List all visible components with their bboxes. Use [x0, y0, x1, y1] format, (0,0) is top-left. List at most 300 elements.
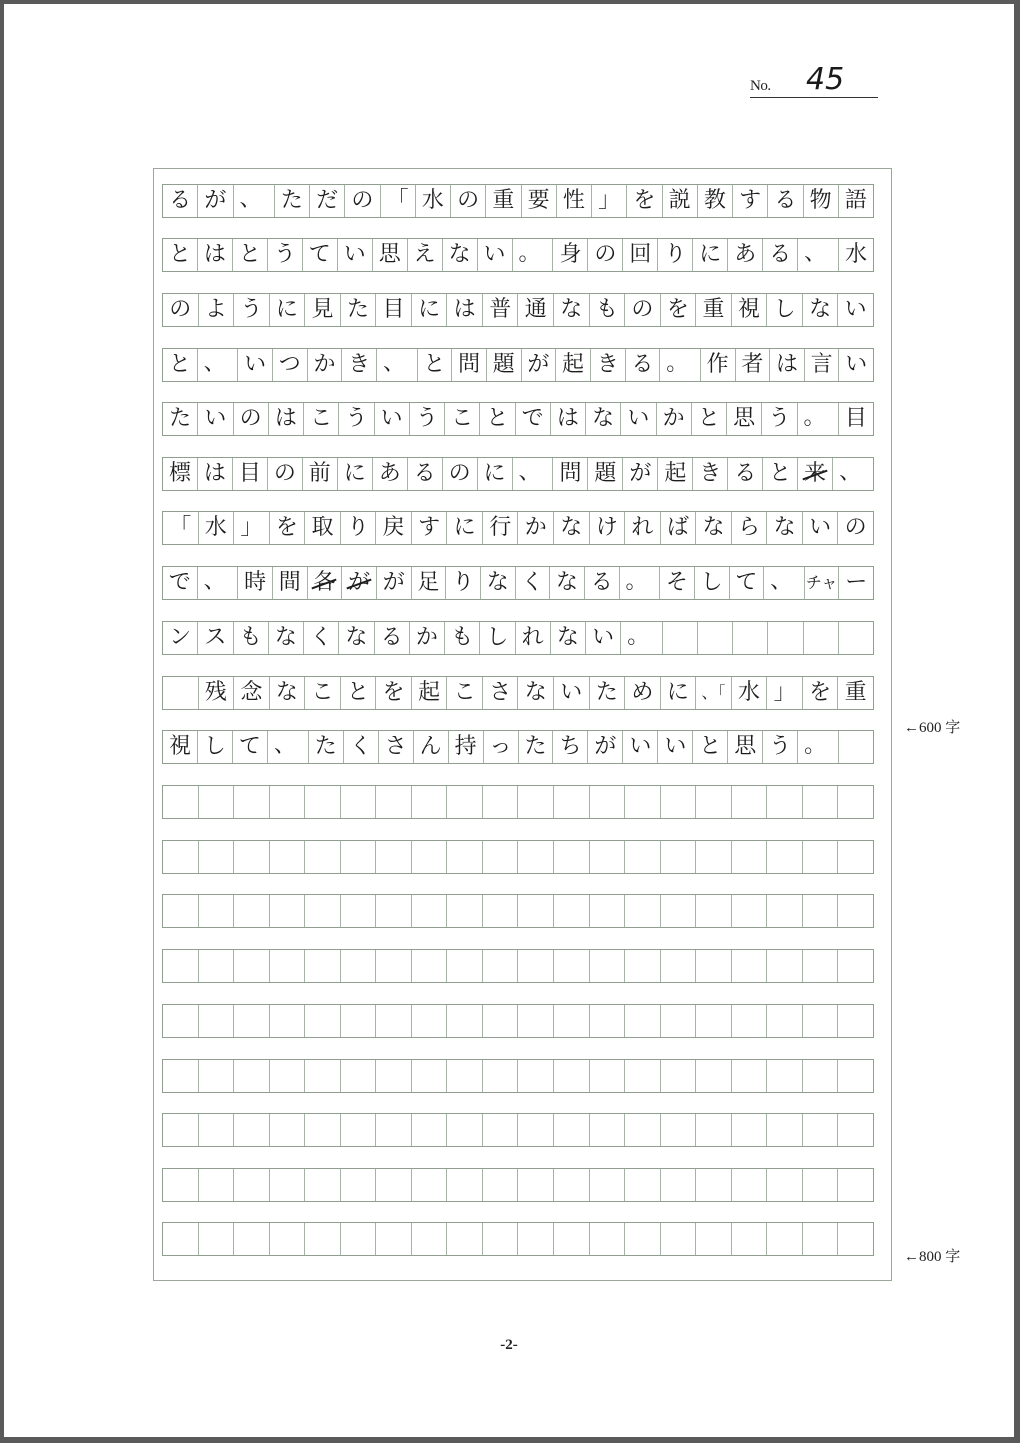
grid-cell [554, 677, 590, 709]
cell-character: は [453, 297, 476, 322]
grid-cell [804, 185, 839, 217]
grid-cell [696, 1223, 732, 1255]
grid-cell [198, 458, 233, 490]
grid-cell [341, 1114, 377, 1146]
cell-character: な [809, 297, 832, 322]
grid-cell [268, 239, 303, 271]
grid-cell [661, 294, 697, 326]
grid-cell [623, 458, 658, 490]
grid-cell [305, 786, 341, 818]
grid-cell [483, 1005, 519, 1037]
grid-cell [199, 512, 235, 544]
cell-character: め [631, 680, 654, 705]
grid-cell [303, 239, 338, 271]
cell-character: 持 [454, 734, 477, 759]
grid-row [162, 949, 874, 983]
cell-character: り [347, 515, 370, 540]
grid-cell [732, 786, 768, 818]
grid-row [162, 1004, 874, 1038]
cell-character: い [380, 406, 403, 431]
grid-cell [376, 841, 412, 873]
grid-cell [163, 622, 198, 654]
grid-cell [518, 786, 554, 818]
cell-character: ン [169, 625, 192, 650]
grid-cell [447, 512, 483, 544]
grid-cell [270, 895, 306, 927]
grid-cell [199, 786, 235, 818]
cell-character: こ [451, 406, 474, 431]
grid-cell [447, 1005, 483, 1037]
cell-character: も [451, 625, 474, 650]
grid-cell [270, 1005, 306, 1037]
grid-cell [445, 403, 480, 435]
cell-character: い [204, 406, 227, 431]
cell-character: う [769, 734, 792, 759]
cell-character: な [556, 625, 579, 650]
grid-cell [270, 1114, 306, 1146]
grid-cell [733, 185, 768, 217]
page-number: -2- [500, 1337, 518, 1353]
cell-character: 起 [664, 461, 687, 486]
grid-row [162, 621, 874, 655]
grid-cell [478, 239, 513, 271]
cell-character: に [343, 461, 366, 486]
grid-cell [198, 731, 233, 763]
cell-character: う [768, 406, 791, 431]
grid-cell [379, 731, 414, 763]
grid-cell [342, 349, 377, 381]
grid-cell [338, 458, 373, 490]
grid-row [162, 785, 874, 819]
cell-character: と [697, 406, 720, 431]
grid-cell [588, 458, 623, 490]
grid-cell [626, 349, 661, 381]
grid-cell [590, 1169, 626, 1201]
cell-character: く [521, 570, 544, 595]
cell-character: い [844, 297, 867, 322]
grid-cell [696, 895, 732, 927]
grid-cell [484, 731, 519, 763]
grid-cell [625, 1114, 661, 1146]
grid-cell [344, 731, 379, 763]
grid-cell [522, 349, 557, 381]
grid-cell [732, 1005, 768, 1037]
grid-cell [732, 1060, 768, 1092]
grid-cell [839, 403, 873, 435]
cell-character: に [453, 515, 476, 540]
cell-character: は [556, 406, 579, 431]
cell-character: る [590, 570, 613, 595]
grid-cell [412, 1005, 448, 1037]
cell-character: こ [311, 680, 334, 705]
grid-row [162, 1059, 874, 1093]
cell-character: 戻 [382, 515, 405, 540]
grid-cell [625, 1223, 661, 1255]
grid-cell [553, 458, 588, 490]
cell-character: 足 [417, 570, 440, 595]
grid-row [162, 1113, 874, 1147]
grid-cell [590, 1005, 626, 1037]
grid-cell [513, 458, 554, 490]
grid-cell [269, 403, 304, 435]
cell-character: な [773, 515, 796, 540]
grid-cell [305, 1005, 341, 1037]
marker-600: ←600 字 [904, 720, 961, 736]
grid-cell [770, 349, 805, 381]
grid-cell [838, 512, 873, 544]
grid-cell [519, 731, 554, 763]
cell-character: は [203, 461, 226, 486]
cell-character: 、 [518, 460, 541, 485]
grid-cell [412, 1223, 448, 1255]
grid-cell [483, 841, 519, 873]
grid-cell [375, 622, 410, 654]
grid-cell [590, 294, 626, 326]
cell-character: し [486, 625, 509, 650]
grid-cell [767, 1060, 803, 1092]
grid-cell [309, 731, 344, 763]
cell-character: ん [419, 734, 442, 759]
cell-character: 視 [738, 297, 761, 322]
grid-cell [412, 950, 448, 982]
cell-character: 身 [559, 242, 582, 267]
grid-cell [376, 786, 412, 818]
grid-cell [660, 349, 701, 381]
grid-row [162, 348, 874, 382]
grid-cell [234, 1223, 270, 1255]
cell-character: 。 [666, 351, 689, 376]
cell-character: な [345, 625, 368, 650]
cell-character: 前 [308, 461, 331, 486]
grid-cell [199, 1114, 235, 1146]
number-value: 45 [806, 62, 845, 97]
grid-cell [696, 1114, 732, 1146]
cell-character: だ [316, 188, 339, 213]
grid-cell [767, 1005, 803, 1037]
grid-cell [341, 786, 377, 818]
grid-cell [163, 239, 198, 271]
grid-cell [839, 185, 873, 217]
grid-cell [233, 458, 268, 490]
grid-cell [375, 403, 410, 435]
cell-character: あ [734, 242, 757, 267]
grid-cell [591, 349, 626, 381]
grid-cell [693, 458, 728, 490]
cell-character: で [521, 406, 544, 431]
grid-cell [730, 567, 765, 599]
grid-cell [732, 1223, 768, 1255]
cell-character: ー [845, 570, 868, 595]
grid-cell [728, 458, 763, 490]
grid-cell [199, 950, 235, 982]
cell-character: の [448, 461, 471, 486]
grid-cell [554, 512, 590, 544]
grid-row [162, 457, 874, 491]
grid-cell [661, 895, 697, 927]
cell-character: 題 [492, 352, 515, 377]
cell-character: 、 [804, 241, 827, 266]
grid-cell [234, 950, 270, 982]
cell-character: い [664, 734, 687, 759]
grid-cell [698, 185, 733, 217]
grid-cell [838, 950, 873, 982]
grid-cell [443, 458, 478, 490]
cell-character: れ [521, 625, 544, 650]
cell-character: 目 [844, 406, 867, 431]
cell-character: い [483, 242, 506, 267]
grid-cell [412, 294, 448, 326]
cell-character: は [775, 352, 798, 377]
grid-cell [767, 294, 803, 326]
grid-cell [767, 841, 803, 873]
cell-character: う [240, 297, 263, 322]
cell-character: 思 [378, 242, 401, 267]
grid-cell [518, 512, 554, 544]
grid-cell [516, 567, 551, 599]
grid-cell [339, 403, 374, 435]
cell-character: 水 [421, 188, 444, 213]
cell-character: の [351, 188, 374, 213]
grid-cell [447, 950, 483, 982]
cell-character: 来 [804, 461, 827, 486]
cell-character: 。 [518, 241, 541, 266]
grid-cell [590, 677, 626, 709]
grid-cell [269, 622, 304, 654]
cell-character: し [203, 734, 226, 759]
grid-cell [661, 1060, 697, 1092]
cell-character: な [556, 570, 579, 595]
number-underline [750, 97, 878, 98]
cell-character: え [413, 242, 436, 267]
grid-cell [412, 1114, 448, 1146]
cell-character: よ [204, 297, 227, 322]
grid-cell [554, 294, 590, 326]
cell-character: 。 [627, 624, 650, 649]
cell-character: い [845, 352, 868, 377]
cell-character: っ [489, 734, 512, 759]
grid-cell [410, 403, 445, 435]
grid-cell [551, 622, 586, 654]
grid-cell [763, 731, 798, 763]
grid-cell [625, 786, 661, 818]
grid-cell [308, 567, 343, 599]
grid-cell [553, 731, 588, 763]
cell-character: な [702, 515, 725, 540]
grid-cell [234, 403, 269, 435]
grid-cell [518, 1060, 554, 1092]
grid-cell [798, 403, 839, 435]
grid-cell [199, 1005, 235, 1037]
grid-cell [838, 1223, 873, 1255]
grid-cell [838, 294, 873, 326]
grid-cell [447, 1060, 483, 1092]
cell-character: と [423, 352, 446, 377]
cell-character: 念 [240, 680, 263, 705]
cell-character: い [627, 406, 650, 431]
grid-cell [163, 512, 199, 544]
grid-cell [623, 239, 658, 271]
grid-row [162, 1222, 874, 1256]
cell-character: た [595, 680, 618, 705]
grid-cell [553, 239, 588, 271]
grid-cell [696, 677, 732, 709]
cell-character: 起 [418, 680, 441, 705]
grid-cell [661, 677, 697, 709]
grid-cell [305, 1060, 341, 1092]
manuscript-sheet [4, 4, 1014, 1437]
cell-character: 重 [844, 680, 867, 705]
cell-character: を [809, 680, 832, 705]
grid-cell [767, 786, 803, 818]
grid-cell [270, 677, 306, 709]
grid-cell [585, 567, 620, 599]
grid-cell [303, 458, 338, 490]
cell-character: 。 [804, 733, 827, 758]
grid-cell [376, 1169, 412, 1201]
grid-cell [234, 294, 270, 326]
grid-cell [625, 841, 661, 873]
cell-character: を [666, 297, 689, 322]
grid-cell [554, 1114, 590, 1146]
grid-cell [839, 567, 873, 599]
grid-cell [341, 512, 377, 544]
grid-cell [483, 677, 519, 709]
cell-character: 問 [559, 461, 582, 486]
grid-cell [233, 731, 268, 763]
grid-cell [273, 349, 308, 381]
cell-character: る [169, 188, 192, 213]
grid-cell [443, 239, 478, 271]
grid-cell [557, 185, 592, 217]
grid-cell [803, 294, 839, 326]
cell-character: 水 [204, 515, 227, 540]
grid-cell [163, 1223, 199, 1255]
grid-cell [518, 1005, 554, 1037]
grid-cell [838, 1114, 873, 1146]
grid-cell [163, 1005, 199, 1037]
grid-row [162, 511, 874, 545]
grid-cell [305, 512, 341, 544]
grid-cell [763, 239, 798, 271]
grid-cell [234, 185, 275, 217]
grid-cell [554, 786, 590, 818]
grid-cell [270, 512, 306, 544]
cell-character: 説 [668, 188, 691, 213]
cell-character: と [238, 242, 261, 267]
cell-character: 水 [845, 242, 868, 267]
cell-character: す [418, 515, 441, 540]
grid-cell [693, 731, 728, 763]
cell-character: つ [278, 352, 301, 377]
grid-cell [305, 1223, 341, 1255]
grid-cell [305, 841, 341, 873]
grid-cell [412, 786, 448, 818]
grid-cell [418, 349, 453, 381]
cell-character: 重 [492, 188, 515, 213]
grid-cell [481, 567, 516, 599]
grid-cell [839, 622, 873, 654]
cell-character: 視 [168, 734, 191, 759]
grid-cell [732, 1169, 768, 1201]
cell-character: に [699, 242, 722, 267]
grid-cell [238, 567, 273, 599]
cell-character: そ [666, 570, 689, 595]
cell-character: に [275, 297, 298, 322]
grid-cell [376, 294, 412, 326]
cell-character: か [415, 625, 438, 650]
grid-cell [412, 841, 448, 873]
cell-character: 物 [809, 188, 832, 213]
grid-cell [733, 622, 768, 654]
grid-cell [551, 403, 586, 435]
grid-cell [447, 1223, 483, 1255]
grid-row [162, 840, 874, 874]
cell-character: い [592, 625, 615, 650]
cell-character: た [169, 406, 192, 431]
grid-cell [447, 677, 483, 709]
cell-character: さ [384, 734, 407, 759]
grid-cell [768, 622, 803, 654]
cell-character: か [524, 515, 547, 540]
grid-cell [696, 1169, 732, 1201]
cell-character: い [244, 352, 267, 377]
grid-cell [412, 512, 448, 544]
grid-cell [483, 1114, 519, 1146]
grid-cell [660, 567, 695, 599]
grid-cell [661, 1169, 697, 1201]
grid-cell [445, 622, 480, 654]
grid-cell [803, 895, 839, 927]
grid-cell [376, 1005, 412, 1037]
grid-cell [693, 239, 728, 271]
grid-cell [586, 403, 621, 435]
grid-cell [798, 458, 833, 490]
cell-character: な [560, 515, 583, 540]
cell-character: な [448, 242, 471, 267]
grid-cell [199, 1060, 235, 1092]
grid-cell [198, 403, 233, 435]
cell-character: 間 [278, 570, 301, 595]
grid-cell [305, 294, 341, 326]
grid-cell [838, 786, 873, 818]
grid-cell [163, 786, 199, 818]
grid-cell [550, 567, 585, 599]
cell-character: に [666, 680, 689, 705]
grid-cell [661, 1223, 697, 1255]
grid-cell [451, 185, 486, 217]
grid-row [162, 293, 874, 327]
grid-cell [728, 731, 763, 763]
grid-cell [838, 895, 873, 927]
grid-cell [452, 349, 487, 381]
grid-cell [803, 1060, 839, 1092]
grid-cell [199, 895, 235, 927]
grid-cell [590, 950, 626, 982]
grid-row [162, 676, 874, 710]
grid-cell [483, 1223, 519, 1255]
grid-cell [163, 1114, 199, 1146]
grid-row [162, 894, 874, 928]
cell-character: さ [489, 680, 512, 705]
grid-cell [698, 622, 733, 654]
cell-character: と [347, 680, 370, 705]
grid-cell [732, 950, 768, 982]
grid-cell [163, 403, 198, 435]
grid-cell [381, 185, 416, 217]
grid-cell [590, 841, 626, 873]
grid-cell [408, 458, 443, 490]
cell-character: 時 [244, 570, 267, 595]
